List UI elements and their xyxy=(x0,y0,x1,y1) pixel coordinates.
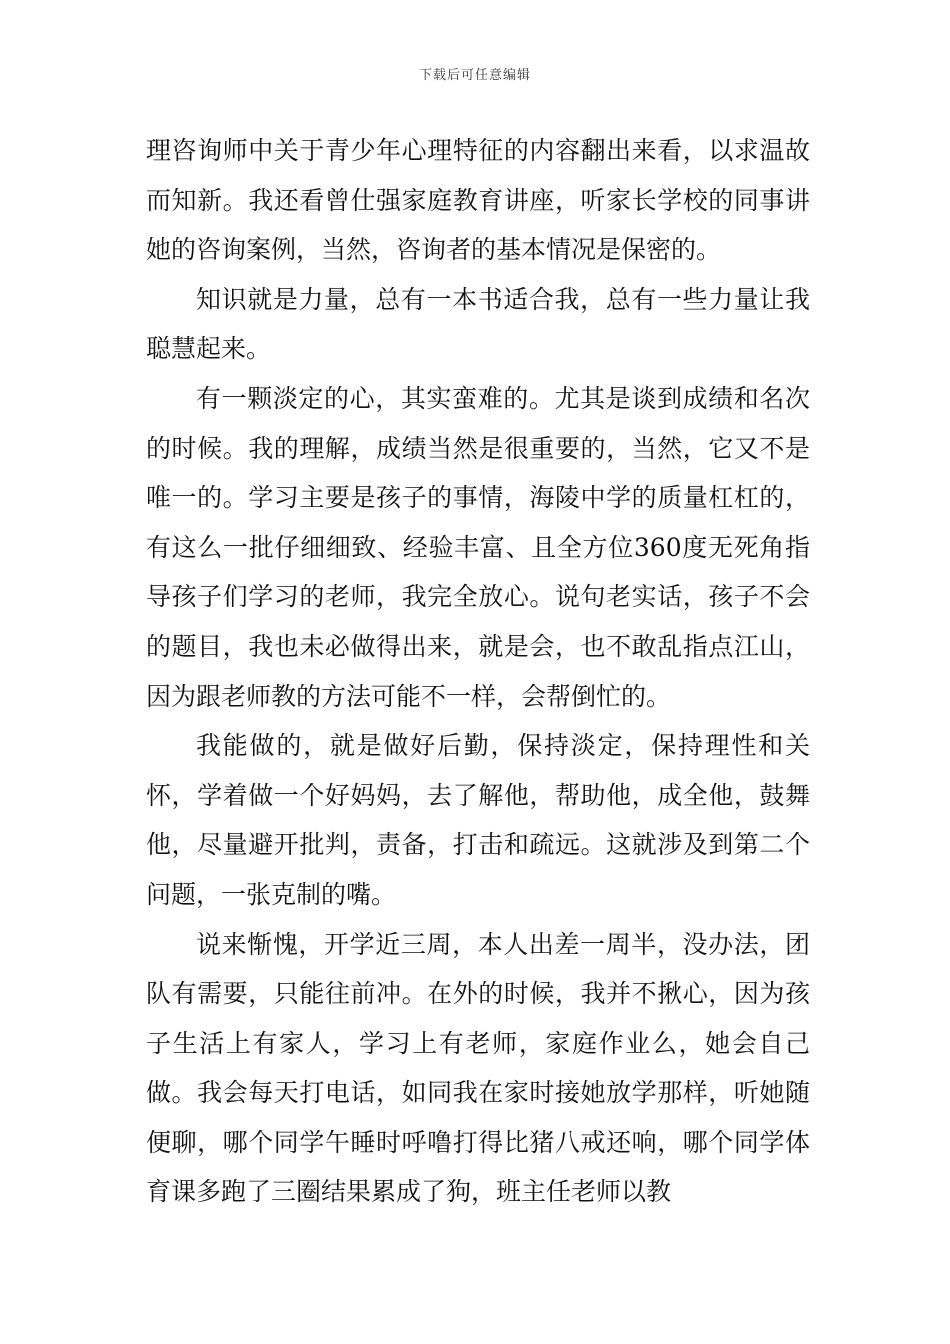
paragraph-1: 理咨询师中关于青少年心理特征的内容翻出来看，以求温故而知新。我还看曾仕强家庭教育讲座，听家长学校的同事讲她的咨询案例，当然，咨询者的基本情况是保密的。 xyxy=(146,136,810,265)
header-note: 下载后可任意编辑 xyxy=(418,68,531,83)
paragraph-3: 有一颗淡定的心，其实蛮难的。尤其是谈到成绩和名次的时候。我的理解，成绩当然是很重要的，当然，它又不是唯一的。学习主要是孩子的事情，海陵中学的质量杠杠的，有这么一批仔细细致、经验丰富、且全方位360度无死角指导孩子们学习的老师，我完全放心。说句老实话，孩子不会的题目，我也未必做得出来，就是会，也不敢乱指点江山，因为跟老师教的方法可能不一样，会帮倒忙的。 xyxy=(146,383,810,711)
paragraph-2: 知识就是力量，总有一本书适合我，总有一些力量让我聪慧起来。 xyxy=(146,284,810,364)
paragraph-5: 说来惭愧，开学近三周，本人出差一周半，没办法，团队有需要，只能往前冲。在外的时候，我并不揪心，因为孩子生活上有家人，学习上有老师，家庭作业么，她会自己做。我会每天打电话，如同我在家时接她放学那样，听她随便聊，哪个同学午睡时呼噜打得比猪八戒还响，哪个同学体育课多跑了三圈结果累成了狗，班主任老师以教 xyxy=(146,929,810,1207)
paragraph-4: 我能做的，就是做好后勤，保持淡定，保持理性和关怀，学着做一个好妈妈，去了解他，帮助他，成全他，鼓舞他，尽量避开批判，责备，打击和疏远。这就涉及到第二个问题，一张克制的嘴。 xyxy=(146,731,810,909)
body-text xyxy=(146,126,810,1217)
